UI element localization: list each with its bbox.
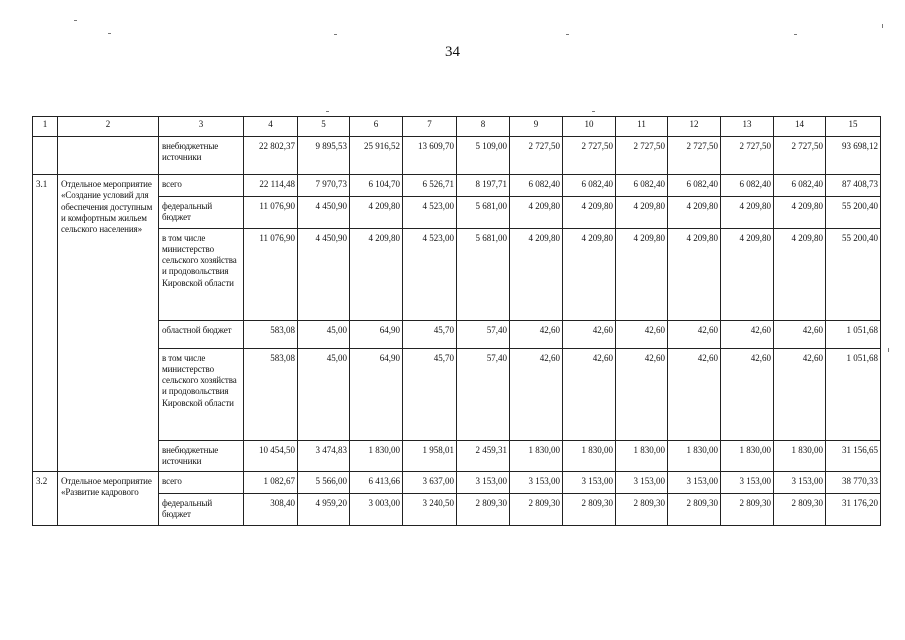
value-cell: 6 104,70 — [350, 175, 403, 197]
value-cell: 93 698,12 — [826, 137, 881, 175]
value-cell: 3 474,83 — [298, 440, 350, 472]
value-cell: 10 454,50 — [244, 440, 298, 472]
value-cell: 11 076,90 — [244, 228, 298, 320]
value-cell: 3 153,00 — [457, 472, 510, 494]
scan-speck — [888, 348, 889, 352]
header-cell: 7 — [403, 117, 457, 137]
value-cell: 4 209,80 — [616, 197, 668, 229]
value-cell: 22 802,37 — [244, 137, 298, 175]
header-cell: 8 — [457, 117, 510, 137]
table-row — [33, 197, 881, 229]
value-cell: 42,60 — [510, 348, 563, 440]
value-cell: 9 895,53 — [298, 137, 350, 175]
value-cell: 4 209,80 — [721, 197, 774, 229]
value-cell: 4 209,80 — [668, 228, 721, 320]
value-cell: 4 450,90 — [298, 228, 350, 320]
item-index: 3.2 — [33, 472, 58, 526]
value-cell: 2 727,50 — [668, 137, 721, 175]
value-cell: 1 830,00 — [563, 440, 616, 472]
scan-speck — [326, 111, 329, 112]
page-number: 34 — [445, 44, 460, 60]
funding-source: федеральный бюджет — [159, 197, 244, 229]
value-cell: 3 153,00 — [668, 472, 721, 494]
value-cell: 45,70 — [403, 348, 457, 440]
value-cell: 2 727,50 — [510, 137, 563, 175]
value-cell: 5 566,00 — [298, 472, 350, 494]
value-cell: 42,60 — [563, 348, 616, 440]
table-row — [33, 137, 881, 175]
value-cell: 2 809,30 — [510, 494, 563, 526]
value-cell: 4 209,80 — [721, 228, 774, 320]
value-cell: 42,60 — [616, 320, 668, 348]
table-row — [33, 494, 881, 526]
value-cell: 2 809,30 — [563, 494, 616, 526]
value-cell: 2 727,50 — [774, 137, 826, 175]
value-cell: 8 197,71 — [457, 175, 510, 197]
header-cell: 13 — [721, 117, 774, 137]
table-row — [33, 440, 881, 472]
value-cell: 31 176,20 — [826, 494, 881, 526]
value-cell: 6 082,40 — [510, 175, 563, 197]
header-cell: 12 — [668, 117, 721, 137]
table-row — [33, 175, 881, 197]
item-name — [58, 137, 159, 175]
value-cell: 55 200,40 — [826, 197, 881, 229]
funding-source: всего — [159, 175, 244, 197]
value-cell: 308,40 — [244, 494, 298, 526]
value-cell: 25 916,52 — [350, 137, 403, 175]
value-cell: 3 240,50 — [403, 494, 457, 526]
value-cell: 3 003,00 — [350, 494, 403, 526]
value-cell: 87 408,73 — [826, 175, 881, 197]
header-cell: 14 — [774, 117, 826, 137]
value-cell: 6 082,40 — [563, 175, 616, 197]
value-cell: 4 209,80 — [350, 228, 403, 320]
scan-speck — [592, 111, 595, 112]
value-cell: 4 523,00 — [403, 197, 457, 229]
value-cell: 1 830,00 — [721, 440, 774, 472]
value-cell: 2 809,30 — [774, 494, 826, 526]
item-index — [33, 137, 58, 175]
value-cell: 1 830,00 — [616, 440, 668, 472]
header-cell: 11 — [616, 117, 668, 137]
value-cell: 3 153,00 — [774, 472, 826, 494]
header-row — [33, 117, 881, 137]
value-cell: 1 958,01 — [403, 440, 457, 472]
value-cell: 2 809,30 — [668, 494, 721, 526]
funding-source: в том числе министерство сельского хозяйства и продовольствия Кировской области — [159, 348, 244, 440]
value-cell: 4 523,00 — [403, 228, 457, 320]
value-cell: 4 209,80 — [563, 228, 616, 320]
value-cell: 42,60 — [721, 320, 774, 348]
funding-source: внебюджетные источники — [159, 137, 244, 175]
value-cell: 45,00 — [298, 320, 350, 348]
value-cell: 6 082,40 — [721, 175, 774, 197]
header-cell: 5 — [298, 117, 350, 137]
value-cell: 11 076,90 — [244, 197, 298, 229]
value-cell: 4 959,20 — [298, 494, 350, 526]
scan-speck — [74, 20, 77, 21]
value-cell: 1 051,68 — [826, 348, 881, 440]
value-cell: 3 153,00 — [563, 472, 616, 494]
value-cell: 4 209,80 — [510, 228, 563, 320]
value-cell: 38 770,33 — [826, 472, 881, 494]
value-cell: 45,70 — [403, 320, 457, 348]
value-cell: 2 459,31 — [457, 440, 510, 472]
value-cell: 583,08 — [244, 348, 298, 440]
scan-speck — [882, 24, 883, 28]
value-cell: 6 413,66 — [350, 472, 403, 494]
value-cell: 583,08 — [244, 320, 298, 348]
scan-speck — [794, 34, 797, 35]
value-cell: 4 209,80 — [668, 197, 721, 229]
header-cell: 10 — [563, 117, 616, 137]
header-cell: 2 — [58, 117, 159, 137]
value-cell: 2 809,30 — [616, 494, 668, 526]
scan-speck — [108, 33, 111, 34]
value-cell: 2 727,50 — [616, 137, 668, 175]
value-cell: 7 970,73 — [298, 175, 350, 197]
funding-source: федеральный бюджет — [159, 494, 244, 526]
value-cell: 42,60 — [616, 348, 668, 440]
value-cell: 22 114,48 — [244, 175, 298, 197]
header-cell: 1 — [33, 117, 58, 137]
value-cell: 42,60 — [563, 320, 616, 348]
value-cell: 42,60 — [774, 348, 826, 440]
funding-source: всего — [159, 472, 244, 494]
value-cell: 6 526,71 — [403, 175, 457, 197]
value-cell: 2 727,50 — [721, 137, 774, 175]
value-cell: 6 082,40 — [668, 175, 721, 197]
value-cell: 5 109,00 — [457, 137, 510, 175]
value-cell: 2 809,30 — [457, 494, 510, 526]
item-index: 3.1 — [33, 175, 58, 472]
value-cell: 4 209,80 — [510, 197, 563, 229]
value-cell: 42,60 — [774, 320, 826, 348]
value-cell: 4 209,80 — [350, 197, 403, 229]
value-cell: 5 681,00 — [457, 228, 510, 320]
value-cell: 13 609,70 — [403, 137, 457, 175]
scan-speck — [334, 34, 337, 35]
value-cell: 57,40 — [457, 348, 510, 440]
value-cell: 1 830,00 — [350, 440, 403, 472]
value-cell: 1 830,00 — [668, 440, 721, 472]
header-cell: 9 — [510, 117, 563, 137]
value-cell: 42,60 — [510, 320, 563, 348]
value-cell: 1 830,00 — [510, 440, 563, 472]
value-cell: 64,90 — [350, 320, 403, 348]
value-cell: 4 209,80 — [616, 228, 668, 320]
value-cell: 55 200,40 — [826, 228, 881, 320]
header-cell: 6 — [350, 117, 403, 137]
value-cell: 45,00 — [298, 348, 350, 440]
value-cell: 2 727,50 — [563, 137, 616, 175]
value-cell: 31 156,65 — [826, 440, 881, 472]
value-cell: 4 450,90 — [298, 197, 350, 229]
header-cell: 3 — [159, 117, 244, 137]
value-cell: 42,60 — [668, 320, 721, 348]
value-cell: 2 809,30 — [721, 494, 774, 526]
table-row — [33, 320, 881, 348]
funding-source: в том числе министерство сельского хозяйства и продовольствия Кировской области — [159, 228, 244, 320]
value-cell: 57,40 — [457, 320, 510, 348]
header-cell: 4 — [244, 117, 298, 137]
table-row — [33, 228, 881, 320]
item-name: Отдельное мероприятие «Развитие кадрового — [58, 472, 159, 526]
value-cell: 64,90 — [350, 348, 403, 440]
value-cell: 6 082,40 — [616, 175, 668, 197]
value-cell: 3 153,00 — [510, 472, 563, 494]
value-cell: 42,60 — [721, 348, 774, 440]
value-cell: 1 082,67 — [244, 472, 298, 494]
item-name: Отдельное мероприятие «Создание условий для обеспечения доступным и комфортным жильем сельского населения» — [58, 175, 159, 472]
value-cell: 42,60 — [668, 348, 721, 440]
value-cell: 4 209,80 — [774, 197, 826, 229]
budget-table — [32, 116, 881, 526]
table-row — [33, 348, 881, 440]
value-cell: 1 051,68 — [826, 320, 881, 348]
value-cell: 3 637,00 — [403, 472, 457, 494]
value-cell: 4 209,80 — [563, 197, 616, 229]
funding-source: областной бюджет — [159, 320, 244, 348]
value-cell: 1 830,00 — [774, 440, 826, 472]
value-cell: 4 209,80 — [774, 228, 826, 320]
value-cell: 3 153,00 — [616, 472, 668, 494]
value-cell: 3 153,00 — [721, 472, 774, 494]
value-cell: 6 082,40 — [774, 175, 826, 197]
funding-source: внебюджетные источники — [159, 440, 244, 472]
table-row — [33, 472, 881, 494]
scan-speck — [566, 34, 569, 35]
value-cell: 5 681,00 — [457, 197, 510, 229]
header-cell: 15 — [826, 117, 881, 137]
